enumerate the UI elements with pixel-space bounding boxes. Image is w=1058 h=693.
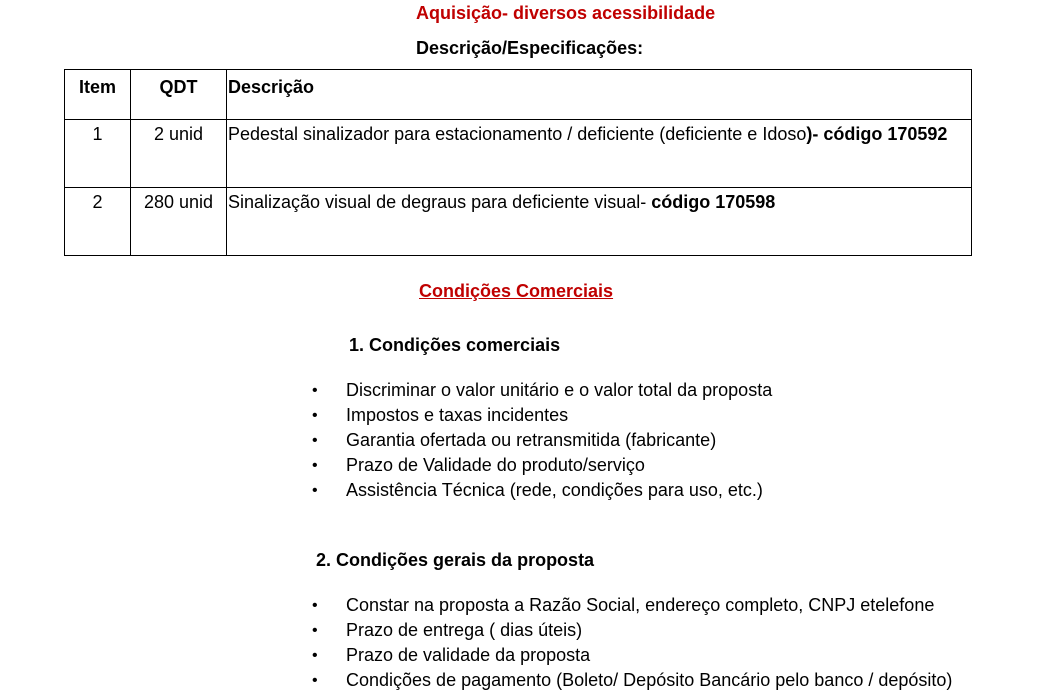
bullet-icon: •: [312, 457, 318, 474]
list-item: [310, 668, 952, 693]
table-row: [65, 188, 972, 256]
commercial-conditions-heading: 1. Condições comerciais: [349, 335, 561, 355]
list-item-text: Prazo de Validade do produto/serviço: [346, 455, 645, 475]
row-description: [227, 188, 972, 256]
general-conditions-list: [310, 593, 952, 693]
list-item-text: Impostos e taxas incidentes: [346, 405, 569, 425]
bullet-icon: •: [312, 672, 318, 689]
bullet-icon: •: [312, 382, 318, 399]
list-item-text: Discriminar o valor unitário e o valor total da proposta: [346, 380, 773, 400]
bullet-icon: •: [312, 407, 318, 424]
bullet-icon: •: [312, 597, 318, 614]
row-quantity: 280 unid: [131, 188, 227, 256]
list-item-text: Constar na proposta a Razão Social, endereço completo, CNPJ etelefone: [346, 595, 935, 615]
list-item-text: Prazo de entrega ( dias úteis): [346, 620, 583, 640]
list-item: [310, 593, 952, 618]
list-item: [310, 618, 952, 643]
list-item-text: Prazo de validade da proposta: [346, 645, 591, 665]
commercial-conditions-list: [310, 378, 772, 503]
header-description: Descrição: [227, 70, 972, 120]
list-item-text: Condições de pagamento (Boleto/ Depósito Bancário pelo banco / depósito): [346, 670, 953, 690]
items-table: [64, 69, 972, 256]
document-title: Aquisição- diversos acessibilidade: [416, 3, 716, 23]
row-description-text: Pedestal sinalizador para estacionamento / deficiente (deficiente e Idoso: [228, 124, 807, 144]
bullet-icon: •: [312, 432, 318, 449]
row-quantity: 2 unid: [131, 120, 227, 188]
table-header-row: [65, 70, 972, 120]
list-item: [310, 428, 772, 453]
row-item-number: 1: [65, 120, 131, 188]
list-item: [310, 378, 772, 403]
bullet-icon: •: [312, 647, 318, 664]
header-item: Item: [65, 70, 131, 120]
header-qdt: QDT: [131, 70, 227, 120]
row-description-text: Sinalização visual de degraus para deficiente visual-: [228, 192, 652, 212]
list-item: [310, 453, 772, 478]
list-item-text: Garantia ofertada ou retransmitida (fabricante): [346, 430, 717, 450]
bullet-icon: •: [312, 622, 318, 639]
row-description-code: código 170598: [651, 192, 776, 212]
table-row: [65, 120, 972, 188]
commercial-conditions-title: Condições Comerciais: [419, 281, 614, 301]
general-conditions-heading: 2. Condições gerais da proposta: [316, 550, 595, 570]
row-description-code: )- código 170592: [806, 124, 948, 144]
list-item-text: Assistência Técnica (rede, condições para uso, etc.): [346, 480, 763, 500]
specifications-heading: Descrição/Especificações:: [416, 38, 644, 58]
row-description: [227, 120, 972, 188]
bullet-icon: •: [312, 482, 318, 499]
list-item: [310, 643, 952, 668]
row-item-number: 2: [65, 188, 131, 256]
list-item: [310, 478, 772, 503]
list-item: [310, 403, 772, 428]
